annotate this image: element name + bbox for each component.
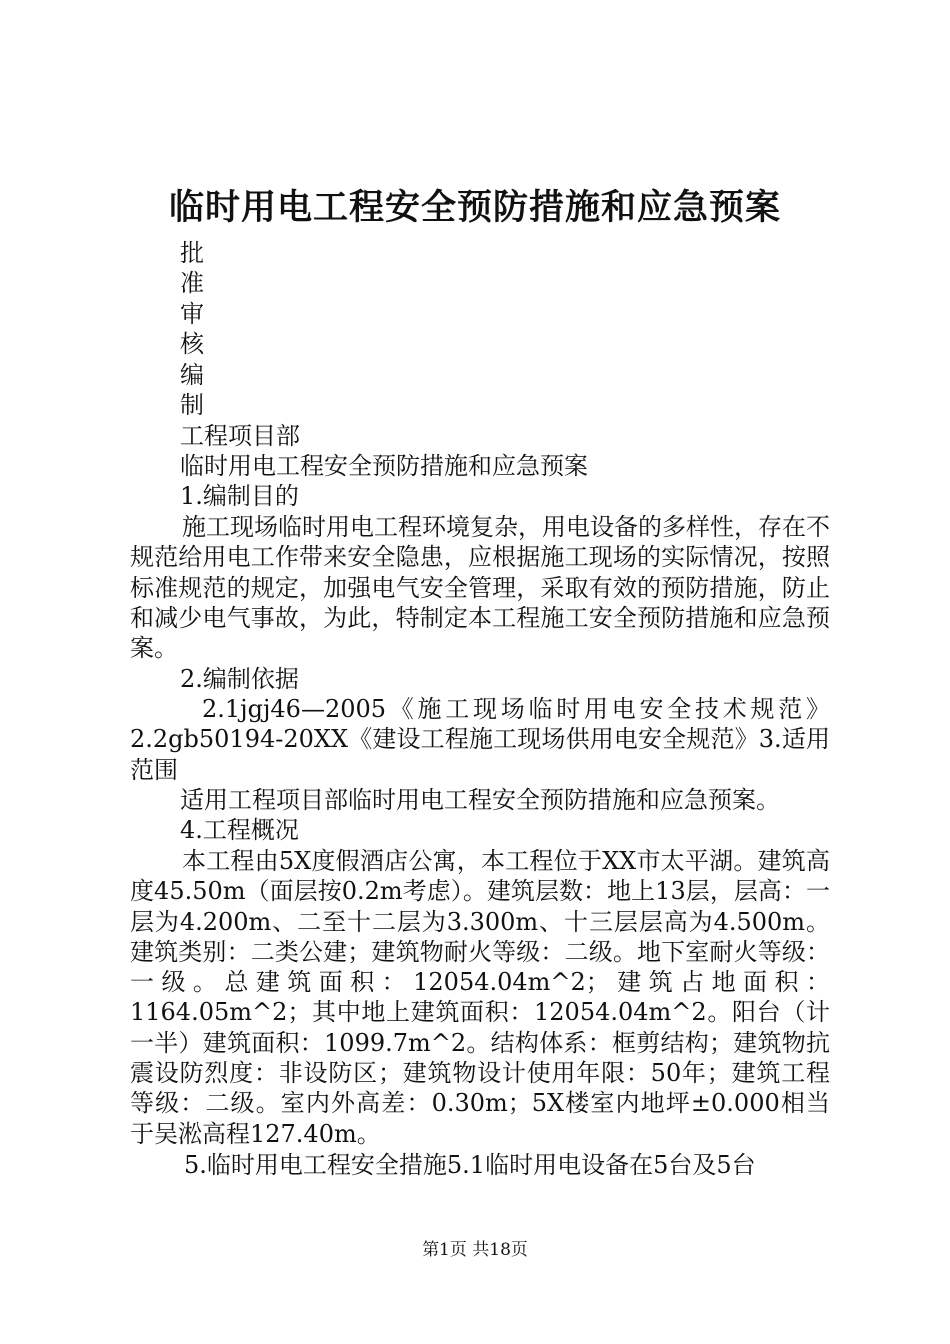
section-overview-text: 本工程由5X度假酒店公寓，本工程位于XX市太平湖。建筑高度45.50m（面层按0.2m考虑）。建筑层数：地上13层，层高：一层为4.200m、二至十二层为3.300m、十三层层高为4.500m。建筑类别：二类公建；建筑物耐火等级：二级。地下室耐火等级：一级。总建筑面积：12054.04m^2；建筑占地面积：1164.05m^2；其中地上建筑面积：12054.04m^2。阳台（计一半）建筑面积：1099.7m^2。结构体系：框剪结构；建筑物抗震设防烈度：非设防区；建筑物设计使用年限：50年；建筑工程等级：二级。室内外高差：0.30m；5X楼室内地坪±0.000相当于吴淞高程127.40m。 [130,847,830,1148]
section-safety-text: 5.临时用电工程安全措施5.1临时用电设备在5台及5台 [184,1151,756,1179]
approval-label-zhi: 制 [180,391,204,419]
section-basis-text: 2.1jgj46—2005《施工现场临时用电安全技术规范》2.2gb50194-20XX《建设工程施工现场供用电安全规范》3.适用范围 [130,695,830,784]
approval-label-shen: 审 [180,300,204,328]
section-heading-purpose: 1.编制目的 [180,482,299,510]
department-name: 工程项目部 [180,422,300,450]
approval-label-zhun: 准 [180,269,204,297]
section-heading-overview: 4.工程概况 [180,816,299,844]
approval-label-bian: 编 [180,361,204,389]
document-title: 临时用电工程安全预防措施和应急预案 [168,187,781,228]
section-scope-text: 适用工程项目部临时用电工程安全预防措施和应急预案。 [180,786,780,814]
section-purpose-text: 施工现场临时用电工程环境复杂，用电设备的多样性，存在不规范给用电工作带来安全隐患，应根据施工现场的实际情况，按照标准规范的规定，加强电气安全管理，采取有效的预防措施，防止和减少电气事故，为此，特制定本工程施工安全预防措施和应急预案。 [130,513,830,663]
section-heading-basis: 2.编制依据 [180,665,299,693]
document-subtitle: 临时用电工程安全预防措施和应急预案 [180,452,588,480]
approval-label-pi: 批 [180,239,204,267]
page-indicator: 第1页 共18页 [422,1240,528,1260]
approval-label-he: 核 [180,330,204,358]
